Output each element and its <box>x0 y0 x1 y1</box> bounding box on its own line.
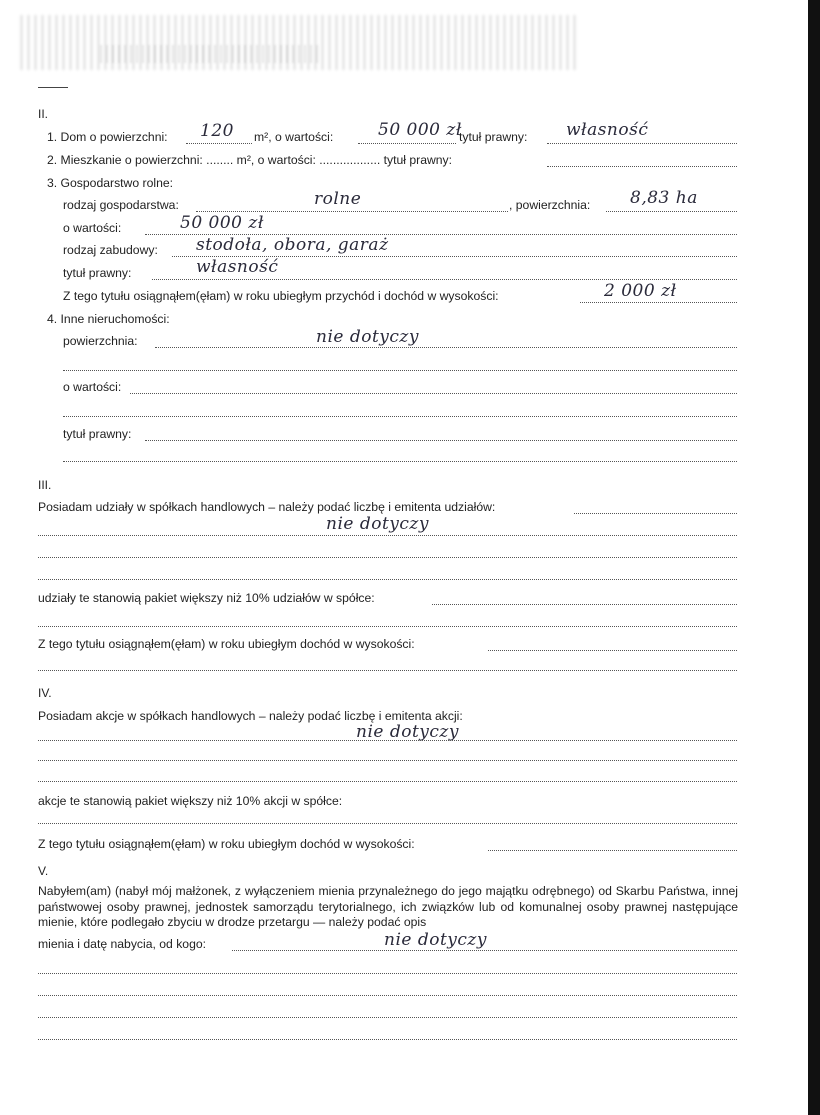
shares-line-2 <box>38 557 737 558</box>
house-value-value: 50 000 zł <box>378 120 462 140</box>
acquired-line-2 <box>38 995 737 996</box>
other-area-label: powierzchnia: <box>63 334 138 348</box>
scan-edge <box>808 0 820 1115</box>
acquired-property-text: Nabyłem(am) (nabył mój małżonek, z wyłączeniem mienia przynależnego do jego majątku odrębnego) od Skarbu Państwa, innej państwowej osoby prawnej, jednostek samorządu terytorialnego, ich związków lub od komunalnej osoby prawnej następujące mienie, które podlegało zbyciu w drodze przetargu — należy podać opis <box>38 884 738 930</box>
farm-building-label: rodzaj zabudowy: <box>63 243 158 257</box>
acquired-line-0 <box>232 950 737 951</box>
header-dash <box>38 87 68 88</box>
house-area-line <box>186 143 252 144</box>
stocks-income-label: Z tego tytułu osiągnąłem(ęłam) w roku ubiegłym dochód w wysokości: <box>38 837 415 851</box>
shares-line-0 <box>574 513 737 514</box>
house-title-value: własność <box>566 120 649 140</box>
other-value-line <box>130 393 737 394</box>
shares-value: nie dotyczy <box>326 514 429 534</box>
farm-title-value: własność <box>196 257 279 277</box>
stocks-label: Posiadam akcje w spółkach handlowych – należy podać liczbę i emitenta akcji: <box>38 709 463 723</box>
section-v-heading: V. <box>38 864 49 878</box>
acquired-line-1 <box>38 973 737 974</box>
stocks-line-1 <box>38 740 737 741</box>
shares-label: Posiadam udziały w spółkach handlowych – należy podać liczbę i emitenta udziałów: <box>38 500 496 514</box>
stocks-value: nie dotyczy <box>356 722 459 742</box>
house-title-label: tytuł prawny: <box>459 130 528 144</box>
acquired-line-3 <box>38 1017 737 1018</box>
shares-income-line <box>488 650 737 651</box>
farm-income-line <box>580 302 737 303</box>
stocks-packet-line <box>38 823 737 824</box>
stocks-line-3 <box>38 781 737 782</box>
house-area-label: 1. Dom o powierzchni: <box>47 130 168 144</box>
farm-value-value: 50 000 zł <box>180 213 264 233</box>
shares-packet-line-2 <box>38 626 737 627</box>
shares-income-line-2 <box>38 670 737 671</box>
shares-income-label: Z tego tytułu osiągnąłem(ęłam) w roku ubiegłym dochód w wysokości: <box>38 637 415 651</box>
farm-area-value: 8,83 ha <box>630 188 698 208</box>
shares-packet-line <box>432 604 737 605</box>
other-title-line-2 <box>63 461 737 462</box>
section-iv-heading: IV. <box>38 686 52 700</box>
other-value-label: o wartości: <box>63 380 122 394</box>
apartment-label: 2. Mieszkanie o powierzchni: ........ m², o wartości: .................. tytuł prawny: <box>47 153 453 167</box>
farm-area-line <box>606 211 737 212</box>
house-value-label: m², o wartości: <box>254 130 334 144</box>
other-area-line <box>155 347 737 348</box>
acquired-property-last-label: mienia i datę nabycia, od kogo: <box>38 937 207 951</box>
house-area-value: 120 <box>200 121 234 141</box>
farm-type-value: rolne <box>314 189 362 209</box>
farm-type-line <box>196 211 508 212</box>
farm-title-line <box>152 279 737 280</box>
farm-value-label: o wartości: <box>63 221 122 235</box>
shares-packet-label: udziały te stanowią pakiet większy niż 10% udziałów w spółce: <box>38 591 375 605</box>
shares-line-1 <box>38 535 737 536</box>
stocks-packet-label: akcje te stanowią pakiet większy niż 10% akcji w spółce: <box>38 794 343 808</box>
stocks-income-line <box>488 850 737 851</box>
other-area-line-2 <box>63 370 737 371</box>
stocks-line-2 <box>38 760 737 761</box>
other-title-label: tytuł prawny: <box>63 427 132 441</box>
acquired-line-4 <box>38 1039 737 1040</box>
other-title-line <box>145 440 737 441</box>
farm-income-value: 2 000 zł <box>604 281 677 301</box>
farm-type-label: rodzaj gospodarstwa: <box>63 198 179 212</box>
scan-artifact-header-2 <box>100 45 320 63</box>
section-iii-heading: III. <box>38 478 52 492</box>
farm-building-value: stodoła, obora, garaż <box>196 235 389 255</box>
house-title-line <box>547 143 737 144</box>
shares-line-3 <box>38 579 737 580</box>
other-property-label: 4. Inne nieruchomości: <box>47 312 170 326</box>
farm-title-label: tytuł prawny: <box>63 266 132 280</box>
section-ii-heading: II. <box>38 107 49 121</box>
farm-label: 3. Gospodarstwo rolne: <box>47 176 174 190</box>
other-area-value: nie dotyczy <box>316 327 419 347</box>
acquired-value: nie dotyczy <box>384 930 487 950</box>
farm-area-label: , powierzchnia: <box>509 198 591 212</box>
farm-income-label: Z tego tytułu osiągnąłem(ęłam) w roku ubiegłym przychód i dochód w wysokości: <box>63 289 499 303</box>
apartment-title-line <box>547 166 737 167</box>
other-value-line-2 <box>63 416 737 417</box>
house-value-line <box>358 143 456 144</box>
